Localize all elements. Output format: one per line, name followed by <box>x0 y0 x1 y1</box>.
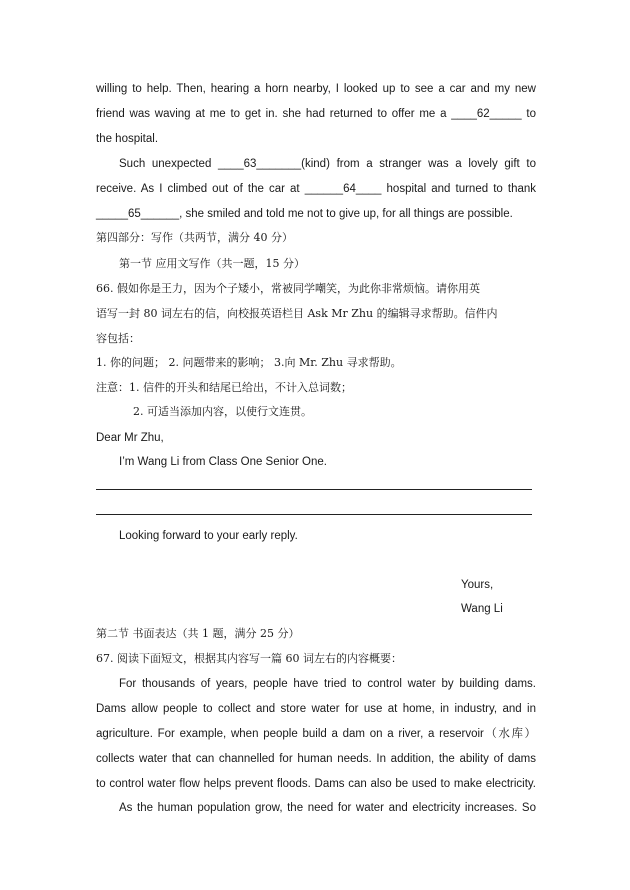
passage-line: Such unexpected ____63_______(kind) from a stranger was a lovely gift to <box>119 158 536 170</box>
passage-line: willing to help. Then, hearing a horn nearby, I looked up to see a car and my new <box>96 83 536 95</box>
letter-signature: Wang Li <box>461 603 503 615</box>
letter-opening: I’m Wang Li from Class One Senior One. <box>119 456 327 468</box>
q66-line: 容包括： <box>96 332 140 345</box>
q67-intro: 67. 阅读下面短文，根据其内容写一篇 60 词左右的内容概要： <box>96 652 402 665</box>
q66-line: 66. 假如你是王力，因为个子矮小，常被同学嘲笑，为此你非常烦恼。请你用英 <box>96 282 480 295</box>
passage-line: _____65______, she smiled and told me not to give up, for all things are possible. <box>96 208 513 220</box>
q67-line: For thousands of years, people have tried to control water by building dams. <box>119 678 536 690</box>
part4-heading: 第四部分：写作（共两节，满分 40 分） <box>96 231 293 244</box>
q67-line: agriculture. For example, when people build a dam on a river, a reservoir（水库） <box>96 728 536 740</box>
answer-line <box>96 489 532 490</box>
passage-line: friend was waving at me to get in. she had returned to offer me a ____62_____ to <box>96 108 536 120</box>
letter-salutation: Dear Mr Zhu, <box>96 432 164 444</box>
section1-heading: 第一节 应用文写作（共一题，15 分） <box>119 257 305 270</box>
q66-line: 语写一封 80 词左右的信，向校报英语栏目 Ask Mr Zhu 的编辑寻求帮助。信件内 <box>96 307 498 320</box>
letter-signoff: Yours, <box>461 579 494 591</box>
answer-line <box>96 514 532 515</box>
q67-line: Dams allow people to collect and store water for use at home, in industry, and in <box>96 703 536 715</box>
note-2: 2. 可适当添加内容，以使行文连贯。 <box>133 405 312 418</box>
note-1: 注意：1. 信件的开头和结尾已给出，不计入总词数； <box>96 381 352 394</box>
q67-line: to control water flow helps prevent floods. Dams can also be used to make electricity. <box>96 778 536 790</box>
passage-line: receive. As I climbed out of the car at ______64____ hospital and turned to thank <box>96 183 536 195</box>
q66-points: 1. 你的问题； 2. 问题带来的影响； 3.向 Mr. Zhu 寻求帮助。 <box>96 356 402 369</box>
q67-line: As the human population grow, the need for water and electricity increases. So <box>119 802 536 814</box>
letter-closing: Looking forward to your early reply. <box>119 530 298 542</box>
q67-line: collects water that can channelled for human needs. In addition, the ability of dams <box>96 753 536 765</box>
section2-heading: 第二节 书面表达（共 1 题，满分 25 分） <box>96 627 300 640</box>
passage-line: the hospital. <box>96 133 159 145</box>
